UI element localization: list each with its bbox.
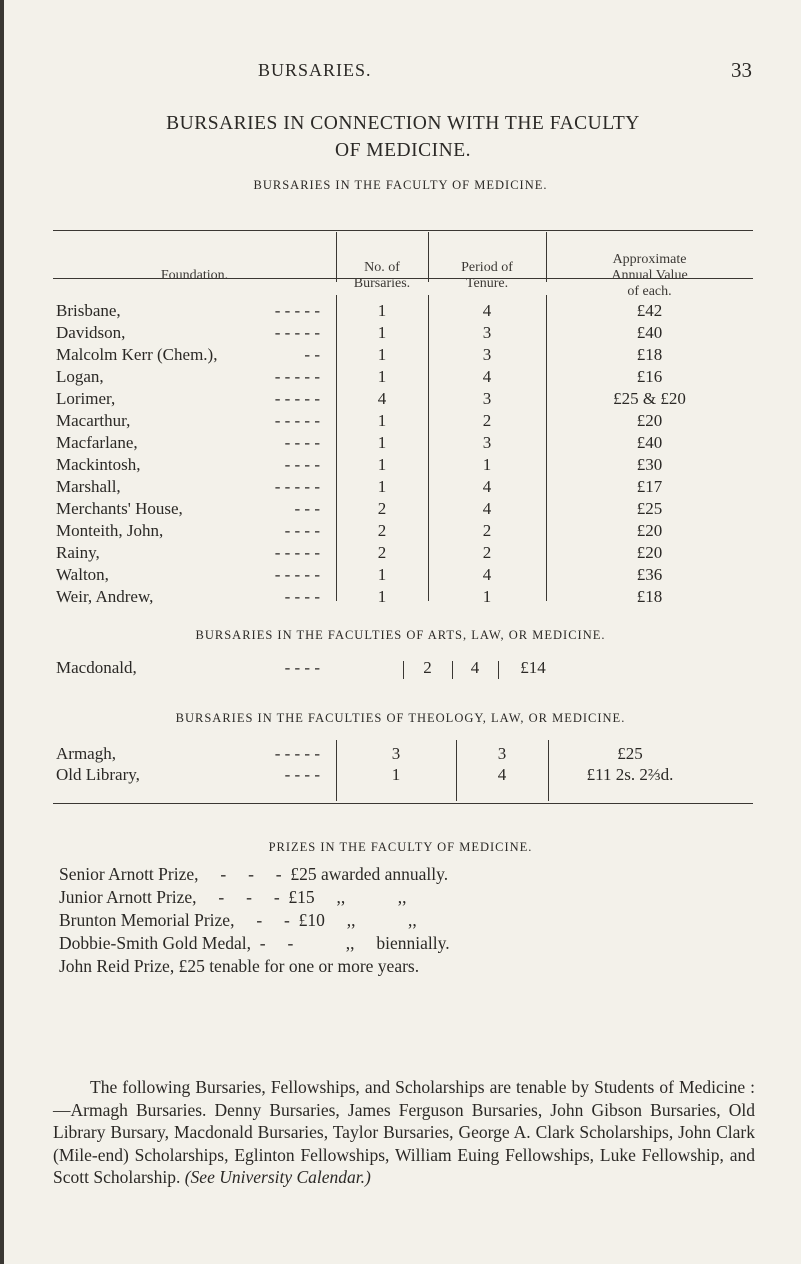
bursary-count: 1 — [377, 301, 387, 320]
bursary-count: 1 — [377, 323, 387, 342]
annual-value: £42 — [636, 301, 663, 320]
tenure-period: 4 — [482, 565, 492, 584]
table-row — [0, 433, 801, 455]
tenure-period: 3 — [482, 433, 492, 452]
table-row — [0, 367, 801, 389]
section-heading-medicine: BURSARIES IN THE FACULTY OF MEDICINE. — [253, 178, 548, 192]
bursary-count: 1 — [377, 477, 387, 496]
leader-dots: - - — [304, 345, 320, 364]
annual-value: £11 2s. 2⅔d. — [586, 765, 674, 784]
bursary-count: 1 — [391, 765, 401, 784]
annual-value: £16 — [636, 367, 663, 386]
tenure-period: 2 — [482, 411, 492, 430]
leader-dots: - - - - — [284, 658, 320, 677]
leader-dots: - - - - — [284, 433, 320, 452]
running-head — [0, 60, 801, 84]
bursary-count: 3 — [391, 744, 401, 763]
tenure-period: 4 — [497, 765, 507, 784]
tenure-period: 1 — [482, 587, 492, 606]
tenure-period: 4 — [482, 477, 492, 496]
leader-dots: - - - - - — [274, 477, 320, 496]
table-top-rule — [53, 230, 753, 231]
col-head-bursaries — [336, 260, 428, 292]
prize-line: Junior Arnott Prize, - - - £15 ,, ,, — [59, 887, 407, 907]
main-title — [53, 110, 753, 164]
main-title-line-1: BURSARIES IN CONNECTION WITH THE FACULTY — [166, 113, 640, 134]
foundation-name: Macarthur, — [56, 411, 131, 430]
leader-dots: - - - - — [284, 455, 320, 474]
bursary-count: 2 — [377, 499, 387, 518]
col-head-foundation: Foundation. — [160, 268, 229, 283]
foundation-name: Malcolm Kerr (Chem.), — [56, 345, 218, 364]
bursary-count: 4 — [377, 389, 387, 408]
table-row — [0, 301, 801, 323]
tenure-period: 4 — [470, 658, 480, 677]
leader-dots: - - - — [294, 499, 320, 518]
bursary-count: 2 — [423, 658, 432, 677]
table-row — [0, 765, 801, 787]
col-head-text: Bursaries. — [353, 276, 411, 291]
table-row — [0, 587, 801, 609]
section-heading-theology: BURSARIES IN THE FACULTIES OF THEOLOGY, LAW, OR MEDICINE. — [175, 711, 626, 725]
closing-reference: (See University Calendar.) — [184, 1167, 371, 1187]
leader-dots: - - - - - — [274, 565, 320, 584]
foundation-name: Macdonald, — [56, 658, 137, 677]
annual-value: £14 — [520, 658, 546, 677]
bursary-count: 1 — [377, 345, 387, 364]
prize-line: Brunton Memorial Prize, - - £10 ,, ,, — [59, 910, 417, 930]
foundation-name: Rainy, — [56, 543, 100, 562]
col-head-period — [428, 260, 546, 292]
annual-value: £17 — [636, 477, 663, 496]
foundation-name: Walton, — [56, 565, 109, 584]
annual-value: £30 — [636, 455, 663, 474]
annual-value: £40 — [636, 323, 663, 342]
leader-dots: - - - - - — [274, 744, 320, 763]
annual-value: £40 — [636, 433, 663, 452]
prize-line: John Reid Prize, £25 tenable for one or more years. — [59, 956, 420, 976]
leader-dots: - - - - — [284, 521, 320, 540]
annual-value: £20 — [636, 521, 663, 540]
tenure-period: 3 — [497, 744, 507, 763]
table-row — [0, 658, 801, 680]
table-row — [0, 543, 801, 565]
prize-line: Senior Arnott Prize, - - - £25 awarded annually. — [59, 864, 449, 884]
annual-value: £25 — [617, 744, 643, 763]
section-heading-arts: BURSARIES IN THE FACULTIES OF ARTS, LAW, OR MEDICINE. — [195, 628, 606, 642]
table-row — [0, 389, 801, 411]
tenure-period: 4 — [482, 367, 492, 386]
annual-value: £20 — [636, 411, 663, 430]
table-row — [0, 565, 801, 587]
col-head-text: of each. — [627, 284, 672, 299]
annual-value: £18 — [636, 345, 663, 364]
running-title: BURSARIES. — [258, 60, 372, 80]
foundation-name: Old Library, — [56, 765, 140, 784]
main-title-line-2: OF MEDICINE. — [335, 140, 471, 161]
table-row — [0, 323, 801, 345]
leader-dots: - - - - - — [274, 543, 320, 562]
annual-value: £36 — [636, 565, 663, 584]
prizes-heading: PRIZES IN THE FACULTY OF MEDICINE. — [268, 840, 533, 854]
col-head-text: Annual Value — [611, 268, 688, 283]
foundation-name: Merchants' House, — [56, 499, 183, 518]
table-row — [0, 521, 801, 543]
table-row — [0, 455, 801, 477]
foundation-name: Mackintosh, — [56, 455, 141, 474]
bursary-count: 1 — [377, 367, 387, 386]
tenure-period: 2 — [482, 521, 492, 540]
col-head-text: Approximate — [612, 252, 687, 267]
closing-text: The following Bursaries, Fellowships, and Scholarships are tenable by Students of Medicine :—Armagh Bursaries. Denny Bursaries, James Ferguson Bursaries, John Gibson Bursaries, Old Library Bursary, Macdonald Bursaries, Taylor Bursaries, George A. Clark Scholarships, John Clark (Mile-end) Scholarships, Eglinton Fellowships, William Euing Fellowships, Luke Fellowship, and Scott Scholarship. — [53, 1077, 755, 1187]
annual-value: £25 & £20 — [613, 389, 686, 408]
tenure-period: 3 — [482, 389, 492, 408]
col-head-text: Tenure. — [465, 276, 509, 291]
bursary-count: 1 — [377, 587, 387, 606]
foundation-name: Armagh, — [56, 744, 116, 763]
col-head-text: No. of — [364, 260, 400, 275]
foundation-name: Weir, Andrew, — [56, 587, 154, 606]
table-row — [0, 411, 801, 433]
bursary-count: 2 — [377, 543, 387, 562]
foundation-name: Brisbane, — [56, 301, 121, 320]
col-head-value — [546, 252, 753, 300]
bursary-count: 2 — [377, 521, 387, 540]
annual-value: £18 — [636, 587, 663, 606]
tenure-period: 3 — [482, 323, 492, 342]
foundation-name: Monteith, John, — [56, 521, 164, 540]
tenure-period: 4 — [482, 301, 492, 320]
leader-dots: - - - - - — [274, 323, 320, 342]
leader-dots: - - - - - — [274, 389, 320, 408]
tenure-period: 1 — [482, 455, 492, 474]
leader-dots: - - - - - — [274, 411, 320, 430]
table-bottom-rule — [53, 803, 753, 804]
annual-value: £25 — [636, 499, 663, 518]
leader-dots: - - - - - — [274, 301, 320, 320]
foundation-name: Marshall, — [56, 477, 121, 496]
table-row — [0, 477, 801, 499]
prize-line: Dobbie-Smith Gold Medal, - - ,, biennially. — [59, 933, 450, 953]
foundation-name: Macfarlane, — [56, 433, 138, 452]
bursary-count: 1 — [377, 433, 387, 452]
leader-dots: - - - - — [284, 765, 320, 784]
table-row — [0, 345, 801, 367]
table-row — [0, 744, 801, 766]
leader-dots: - - - - — [284, 587, 320, 606]
annual-value: £20 — [636, 543, 663, 562]
tenure-period: 4 — [482, 499, 492, 518]
table-row — [0, 499, 801, 521]
foundation-name: Lorimer, — [56, 389, 116, 408]
leader-dots: - - - - - — [274, 367, 320, 386]
page-number: 33 — [731, 58, 752, 82]
tenure-period: 2 — [482, 543, 492, 562]
tenure-period: 3 — [482, 345, 492, 364]
bursary-count: 1 — [377, 411, 387, 430]
closing-paragraph — [53, 1076, 755, 1189]
bursary-count: 1 — [377, 565, 387, 584]
bursary-count: 1 — [377, 455, 387, 474]
col-head-text: Period of — [461, 260, 513, 275]
foundation-name: Logan, — [56, 367, 104, 386]
foundation-name: Davidson, — [56, 323, 126, 342]
